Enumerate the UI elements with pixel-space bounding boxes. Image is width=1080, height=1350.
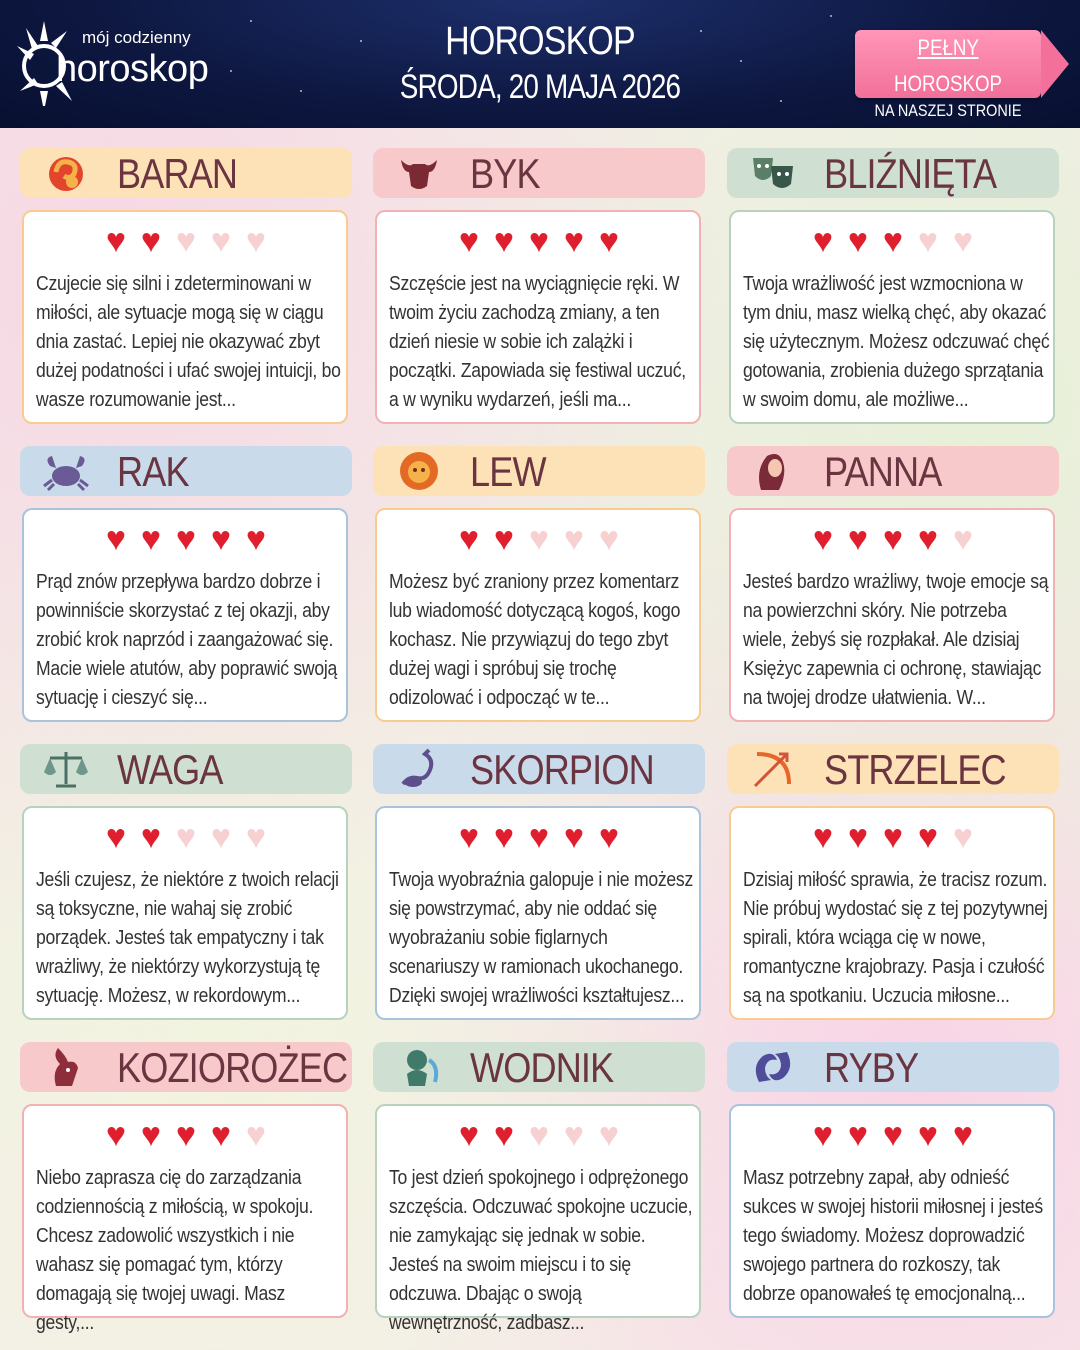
sign-description-text: Masz potrzebny zapał, aby odnieść sukces w swojej historii miłosnej i jesteś tego świadomy. Możesz doprowadzić swojego partnera do rozkoszy, tak dobrze opanowałeś tę emocjonalną... — [743, 1167, 1043, 1305]
cta-sublabel: NA NASZEJ STRONIE — [874, 101, 1022, 120]
sign-header — [727, 744, 1059, 794]
sign-header — [373, 1042, 705, 1092]
heart-filled-icon: ♥ — [210, 1116, 230, 1154]
sign-description-text: Szczęście jest na wyciągnięcie ręki. W twoim życiu zachodzą zmiany, a ten dzień niesie w sobie ich zalążki i początki. Zapowiada się festiwal uczuć, a w wyniku wydarzeń, jeśli ma... — [389, 273, 686, 411]
aries-ram-icon — [42, 152, 90, 194]
sign-card[interactable] — [22, 806, 348, 1020]
sign-header — [20, 446, 352, 496]
love-rating — [731, 224, 1053, 258]
heart-filled-icon: ♥ — [458, 818, 478, 856]
heart-filled-icon: ♥ — [882, 520, 902, 558]
heart-filled-icon: ♥ — [140, 1116, 160, 1154]
sign-card[interactable] — [375, 1104, 701, 1334]
heart-filled-icon: ♥ — [847, 520, 867, 558]
heart-empty-icon: ♥ — [563, 520, 583, 558]
sign-description — [743, 568, 1053, 713]
sign-header — [727, 446, 1059, 496]
logo-tagline: mój codzienny — [82, 28, 191, 47]
sign-description — [389, 568, 699, 713]
sign-card[interactable] — [22, 508, 348, 722]
heart-filled-icon: ♥ — [458, 520, 478, 558]
heart-filled-icon: ♥ — [917, 818, 937, 856]
love-rating — [24, 1118, 346, 1152]
heart-filled-icon: ♥ — [528, 818, 548, 856]
sign-koziorożec[interactable] — [20, 1042, 352, 1334]
logo-wordmark: horoskop — [56, 48, 209, 90]
heart-filled-icon: ♥ — [528, 222, 548, 260]
sign-description-text: To jest dzień spokojnego i odprężonego szczęścia. Odczuwać spokojne uczucie, nie zamykając się jednak w sobie. Jesteś na swoim miejscu i to się odczuwa. Dbając o swoją wewnętrzność, zadbasz... — [389, 1167, 693, 1334]
heart-filled-icon: ♥ — [493, 222, 513, 260]
aquarius-water-icon — [395, 1046, 443, 1088]
sign-description — [389, 866, 699, 1011]
taurus-bull-icon — [395, 152, 443, 194]
heart-filled-icon: ♥ — [105, 818, 125, 856]
sign-description-text: Prąd znów przepływa bardzo dobrze i powinniście skorzystać z tej okazji, aby zrobić krok naprzód i zaangażować się. Macie wiele atutów, aby poprawić swoją sytuację i cieszyć się... — [36, 571, 338, 709]
heart-empty-icon: ♥ — [952, 222, 972, 260]
heart-empty-icon: ♥ — [245, 818, 265, 856]
sign-name: RAK — [117, 448, 189, 495]
love-rating — [24, 224, 346, 258]
love-rating — [731, 522, 1053, 556]
sign-description-text: Dzisiaj miłość sprawia, że tracisz rozum. Nie próbuj wydostać się z tej pozytywnej spirali, która wciąga cię w nowe, romantyczne krajobrazy. Pasja i czułość są na spotkaniu. Uczucia miłosne... — [743, 869, 1048, 1007]
sign-header — [20, 744, 352, 794]
sign-strzelec[interactable] — [727, 744, 1059, 1007]
sign-panna[interactable] — [727, 446, 1059, 709]
sign-description — [36, 270, 346, 415]
heart-filled-icon: ♥ — [140, 520, 160, 558]
sign-description-text: Czujecie się silni i zdeterminowani w miłości, ale sytuacje mogą się w ciągu dnia zastać. Lepiej nie okazywać zbyt dużej podatności i ufać swojej intuicji, bo wasze rozumowanie jest... — [36, 273, 341, 411]
heart-filled-icon: ♥ — [458, 222, 478, 260]
sign-name: BARAN — [117, 150, 238, 197]
sign-card[interactable] — [375, 806, 701, 1020]
heart-filled-icon: ♥ — [105, 520, 125, 558]
sign-name: PANNA — [824, 448, 942, 495]
heart-empty-icon: ♥ — [598, 520, 618, 558]
sign-card[interactable] — [729, 1104, 1055, 1318]
cta-label-full: PEŁNY — [917, 35, 979, 60]
sign-name: WODNIK — [470, 1044, 614, 1091]
heart-empty-icon: ♥ — [210, 222, 230, 260]
sign-header — [20, 148, 352, 198]
sign-description-text: Jesteś bardzo wrażliwy, twoje emocje są na powierzchni skóry. Nie potrzeba wiele, żebyś się rozpłakał. Ale dzisiaj Księżyc zapewnia ci ochronę, stawiając na twojej drodze ułatwienia. W... — [743, 571, 1049, 709]
love-rating — [731, 1118, 1053, 1152]
sign-description — [36, 568, 346, 713]
sign-description — [389, 270, 699, 415]
full-horoscope-button[interactable] — [855, 30, 1041, 120]
sign-description — [389, 1164, 699, 1338]
leo-lion-icon — [395, 450, 443, 492]
heart-filled-icon: ♥ — [847, 1116, 867, 1154]
sign-description — [743, 270, 1053, 415]
page-title: HOROSKOP — [445, 19, 635, 63]
heart-filled-icon: ♥ — [882, 222, 902, 260]
cta-label-horoscope: HOROSKOP — [893, 71, 1003, 96]
sign-card[interactable] — [22, 210, 348, 424]
heart-filled-icon: ♥ — [563, 222, 583, 260]
heart-empty-icon: ♥ — [175, 222, 195, 260]
sign-card[interactable] — [729, 210, 1055, 424]
heart-filled-icon: ♥ — [917, 1116, 937, 1154]
cancer-crab-icon — [42, 450, 90, 492]
sign-card[interactable] — [729, 508, 1055, 722]
sign-name: RYBY — [824, 1044, 919, 1091]
heart-filled-icon: ♥ — [952, 1116, 972, 1154]
site-logo[interactable] — [12, 16, 212, 116]
sign-header — [727, 148, 1059, 198]
sign-card[interactable] — [375, 210, 701, 424]
heart-filled-icon: ♥ — [847, 818, 867, 856]
heart-filled-icon: ♥ — [105, 1116, 125, 1154]
heart-filled-icon: ♥ — [210, 520, 230, 558]
heart-filled-icon: ♥ — [140, 818, 160, 856]
sign-lew[interactable] — [373, 446, 705, 709]
love-rating — [24, 820, 346, 854]
heart-empty-icon: ♥ — [917, 222, 937, 260]
scorpio-scorpion-icon — [395, 748, 443, 790]
sign-skorpion[interactable] — [373, 744, 705, 1007]
heart-filled-icon: ♥ — [812, 520, 832, 558]
sign-description-text: Twoja wrażliwość jest wzmocniona w tym dniu, masz wielką chęć, aby okazać się użytecznym. Możesz odczuwać chęć gotowania, zrobienia dużego sprzątania w swoim domu, ale możliwe... — [743, 273, 1050, 411]
sign-description-text: Możesz być zraniony przez komentarz lub wiadomość dotyczącą kogoś, kogo kochasz. Nie przywiązuj do tego zbyt dużej wagi i spróbuj się trochę odizolować i odpocząć w te... — [389, 571, 681, 709]
heart-empty-icon: ♥ — [245, 1116, 265, 1154]
heart-filled-icon: ♥ — [812, 1116, 832, 1154]
love-rating — [731, 820, 1053, 854]
heart-filled-icon: ♥ — [598, 818, 618, 856]
capricorn-goat-icon — [42, 1046, 90, 1088]
sign-name: STRZELEC — [824, 746, 1006, 793]
heart-empty-icon: ♥ — [952, 520, 972, 558]
sign-description — [36, 1164, 346, 1338]
sign-name: SKORPION — [470, 746, 654, 793]
heart-filled-icon: ♥ — [917, 520, 937, 558]
heart-empty-icon: ♥ — [175, 818, 195, 856]
heart-filled-icon: ♥ — [882, 818, 902, 856]
sign-name: WAGA — [117, 746, 223, 793]
heart-filled-icon: ♥ — [812, 818, 832, 856]
sign-wodnik[interactable] — [373, 1042, 705, 1334]
sign-header — [373, 446, 705, 496]
heart-filled-icon: ♥ — [105, 222, 125, 260]
gemini-masks-icon — [749, 152, 797, 194]
sign-baran[interactable] — [20, 148, 352, 411]
love-rating — [377, 820, 699, 854]
love-rating — [377, 224, 699, 258]
sign-ryby[interactable] — [727, 1042, 1059, 1305]
virgo-woman-icon — [749, 450, 797, 492]
heart-filled-icon: ♥ — [847, 222, 867, 260]
heart-filled-icon: ♥ — [812, 222, 832, 260]
sign-name: BLIŹNIĘTA — [824, 150, 997, 197]
heart-filled-icon: ♥ — [493, 520, 513, 558]
sign-name: BYK — [470, 150, 540, 197]
heart-filled-icon: ♥ — [175, 1116, 195, 1154]
heart-empty-icon: ♥ — [528, 520, 548, 558]
sign-description — [36, 866, 346, 1011]
heart-empty-icon: ♥ — [563, 1116, 583, 1154]
heart-empty-icon: ♥ — [952, 818, 972, 856]
sign-card[interactable] — [375, 508, 701, 722]
heart-filled-icon: ♥ — [245, 520, 265, 558]
sign-header — [727, 1042, 1059, 1092]
sign-header — [373, 148, 705, 198]
sign-waga[interactable] — [20, 744, 352, 1007]
sign-header — [373, 744, 705, 794]
page-date: ŚRODA, 20 MAJA 2026 — [399, 68, 681, 106]
heart-filled-icon: ♥ — [563, 818, 583, 856]
sign-byk[interactable] — [373, 148, 705, 411]
heart-empty-icon: ♥ — [528, 1116, 548, 1154]
love-rating — [377, 1118, 699, 1152]
sign-description — [743, 866, 1053, 1011]
heart-empty-icon: ♥ — [245, 222, 265, 260]
heart-filled-icon: ♥ — [458, 1116, 478, 1154]
heart-filled-icon: ♥ — [882, 1116, 902, 1154]
pisces-fish-icon — [749, 1046, 797, 1088]
sign-card[interactable] — [22, 1104, 348, 1334]
sign-name: KOZIOROŻEC — [117, 1044, 348, 1091]
love-rating — [377, 522, 699, 556]
sign-bliźnięta[interactable] — [727, 148, 1059, 411]
sign-description — [743, 1164, 1053, 1309]
sign-name: LEW — [470, 448, 546, 495]
sign-description-text: Twoja wyobraźnia galopuje i nie możesz się powstrzymać, aby nie oddać się wyobrażaniu sobie figlarnych scenariuszy w ramionach ukochanego. Dzięki swojej wrażliwości kształtujesz... — [389, 869, 694, 1007]
heart-filled-icon: ♥ — [493, 818, 513, 856]
header-banner — [0, 0, 1080, 128]
libra-scales-icon — [42, 748, 90, 790]
heart-filled-icon: ♥ — [140, 222, 160, 260]
love-rating — [24, 522, 346, 556]
heart-empty-icon: ♥ — [210, 818, 230, 856]
sign-rak[interactable] — [20, 446, 352, 709]
sign-card[interactable] — [729, 806, 1055, 1020]
heart-filled-icon: ♥ — [493, 1116, 513, 1154]
sign-header — [20, 1042, 352, 1092]
heart-filled-icon: ♥ — [175, 520, 195, 558]
heart-filled-icon: ♥ — [598, 222, 618, 260]
heart-empty-icon: ♥ — [598, 1116, 618, 1154]
sagittarius-bow-icon — [749, 748, 797, 790]
sign-description-text: Jeśli czujesz, że niektóre z twoich relacji są toksyczne, nie wahaj się zrobić porządek. Jesteś tak empatyczny i tak wrażliwy, że niektórzy wykorzystują tę sytuację. Możesz, w rekordowym... — [36, 869, 339, 1007]
sign-description-text: Niebo zaprasza cię do zarządzania codziennością z miłością, w spokoju. Chcesz zadowolić wszystkich i nie wahasz się pomagać tym, którzy domagają się twojej uwagi. Masz gesty,... — [36, 1167, 314, 1334]
